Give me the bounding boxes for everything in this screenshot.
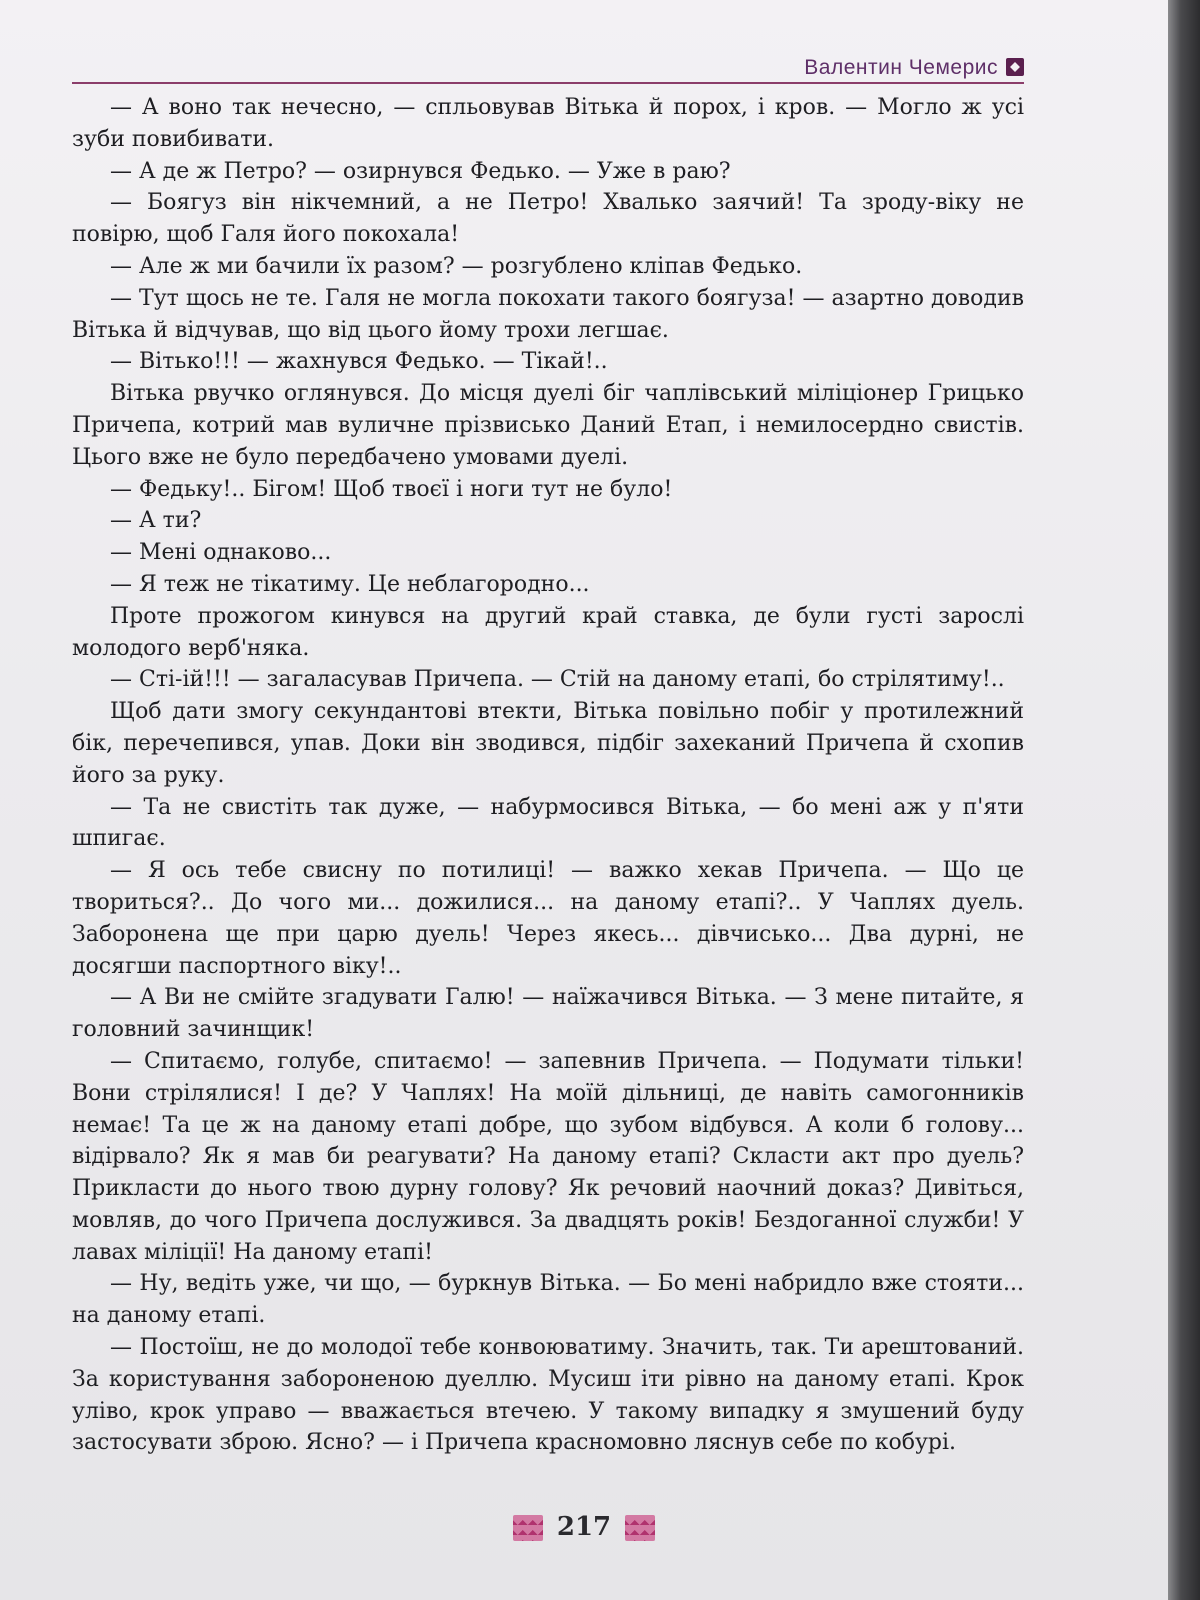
paragraph: — Сті-ій!!! — загаласував Причепа. — Стій на даному етапі, бо стрілятиму!..: [110, 667, 1005, 693]
paragraph: — А Ви не смійте згадувати Галю! — наїжачився Вітька. — З мене питайте, я головний зачинщик!: [72, 985, 1024, 1043]
paragraph: — Я теж не тікатиму. Це неблагородно...: [110, 571, 590, 597]
paragraph: — Боягуз він нікчемний, а не Петро! Хвалько заячий! Та зроду-віку не повірю, щоб Галя його покохала!: [72, 190, 1024, 248]
paragraph: — Вітько!!! — жахнувся Федько. — Тікай!..: [110, 349, 608, 375]
paragraph: — А воно так нечесно, — спльовував Вітька й порох, і кров. — Могло ж усі зуби повибивати.: [72, 95, 1024, 152]
page-number-footer: [0, 1512, 1168, 1542]
author-name: Валентин Чемерис: [804, 56, 998, 79]
book-page: [72, 48, 1024, 1459]
header-ornament-icon: [1006, 58, 1024, 76]
paragraph: Вітька рвучко оглянувся. До місця дуелі біг чаплівський міліціонер Грицько Причепа, котрий мав вуличне прізвисько Даний Етап, і немилосердно свистів. Цього вже не було передбачено умовами дуелі.: [72, 381, 1024, 470]
body-text: [72, 92, 1024, 1459]
page-number: 217: [556, 1512, 612, 1542]
paragraph: — А ти?: [110, 508, 202, 534]
paragraph: — Але ж ми бачили їх разом? — розгублено кліпав Федько.: [110, 253, 803, 279]
paragraph: — Тут щось не те. Галя не могла покохати такого боягуза! — азартно доводив Вітька й відчував, що від цього йому трохи легшає.: [72, 285, 1024, 343]
paragraph: — Я ось тебе свисну по потилиці! — важко хекав Причепа. — Що це твориться?.. До чого ми... дожилися... на даному етапі?.. У Чаплях дуель. Заборонена ще при царю дуель! Через якесь... дівчисько... Два дурні, не досягши паспортного віку!..: [72, 858, 1024, 979]
ornament-left-icon: [513, 1515, 543, 1541]
monitor-bezel: [1168, 0, 1200, 1600]
ornament-right-icon: [625, 1515, 655, 1541]
paragraph: — Ну, ведіть уже, чи що, — буркнув Вітька. — Бо мені набридло вже стояти... на даному етапі.: [72, 1271, 1024, 1329]
paragraph: — Та не свистіть так дуже, — набурмосився Вітька, — бо мені аж у п'яти шпигає.: [72, 794, 1024, 852]
paragraph: Проте прожогом кинувся на другий край ставка, де були густі зарослі молодого верб'няка.: [72, 603, 1024, 661]
paragraph: — Федьку!.. Бігом! Щоб твоєї і ноги тут не було!: [110, 476, 673, 502]
paragraph: — Постоїш, не до молодої тебе конвоюватиму. Значить, так. Ти арештований. За користування забороненою дуеллю. Мусиш іти рівно на даному етапі. Крок уліво, крок управо — вважається втечею. У такому випадку я змушений буду застосувати зброю. Ясно? — і Причепа красномовно ляснув себе по кобурі.: [72, 1335, 1024, 1456]
paragraph: — Спитаємо, голубе, спитаємо! — запевнив Причепа. — Подумати тільки! Вони стрілялися! І де? У Чаплях! На моїй дільниці, де навіть самогонників немає! Та це ж на даному етапі добре, що зубом відбувся. А коли б голову... відірвало? Як я мав би реагувати? На даному етапі? Скласти акт про дуель? Прикласти до нього твою дурну голову? Як речовий наочний доказ? Дивіться, мовляв, до чого Причепа дослужився. За двадцять років! Бездоганної служби! У лавах міліції! На даному етапі!: [72, 1048, 1024, 1265]
paragraph: — А де ж Петро? — озирнувся Федько. — Уже в раю?: [110, 158, 731, 184]
paragraph: Щоб дати змогу секундантові втекти, Вітька повільно побіг у протилежний бік, перечепився, упав. Доки він зводився, підбіг захеканий Причепа й схопив його за руку.: [72, 699, 1024, 788]
paragraph: — Мені однаково...: [110, 540, 332, 566]
running-header: [72, 48, 1024, 84]
